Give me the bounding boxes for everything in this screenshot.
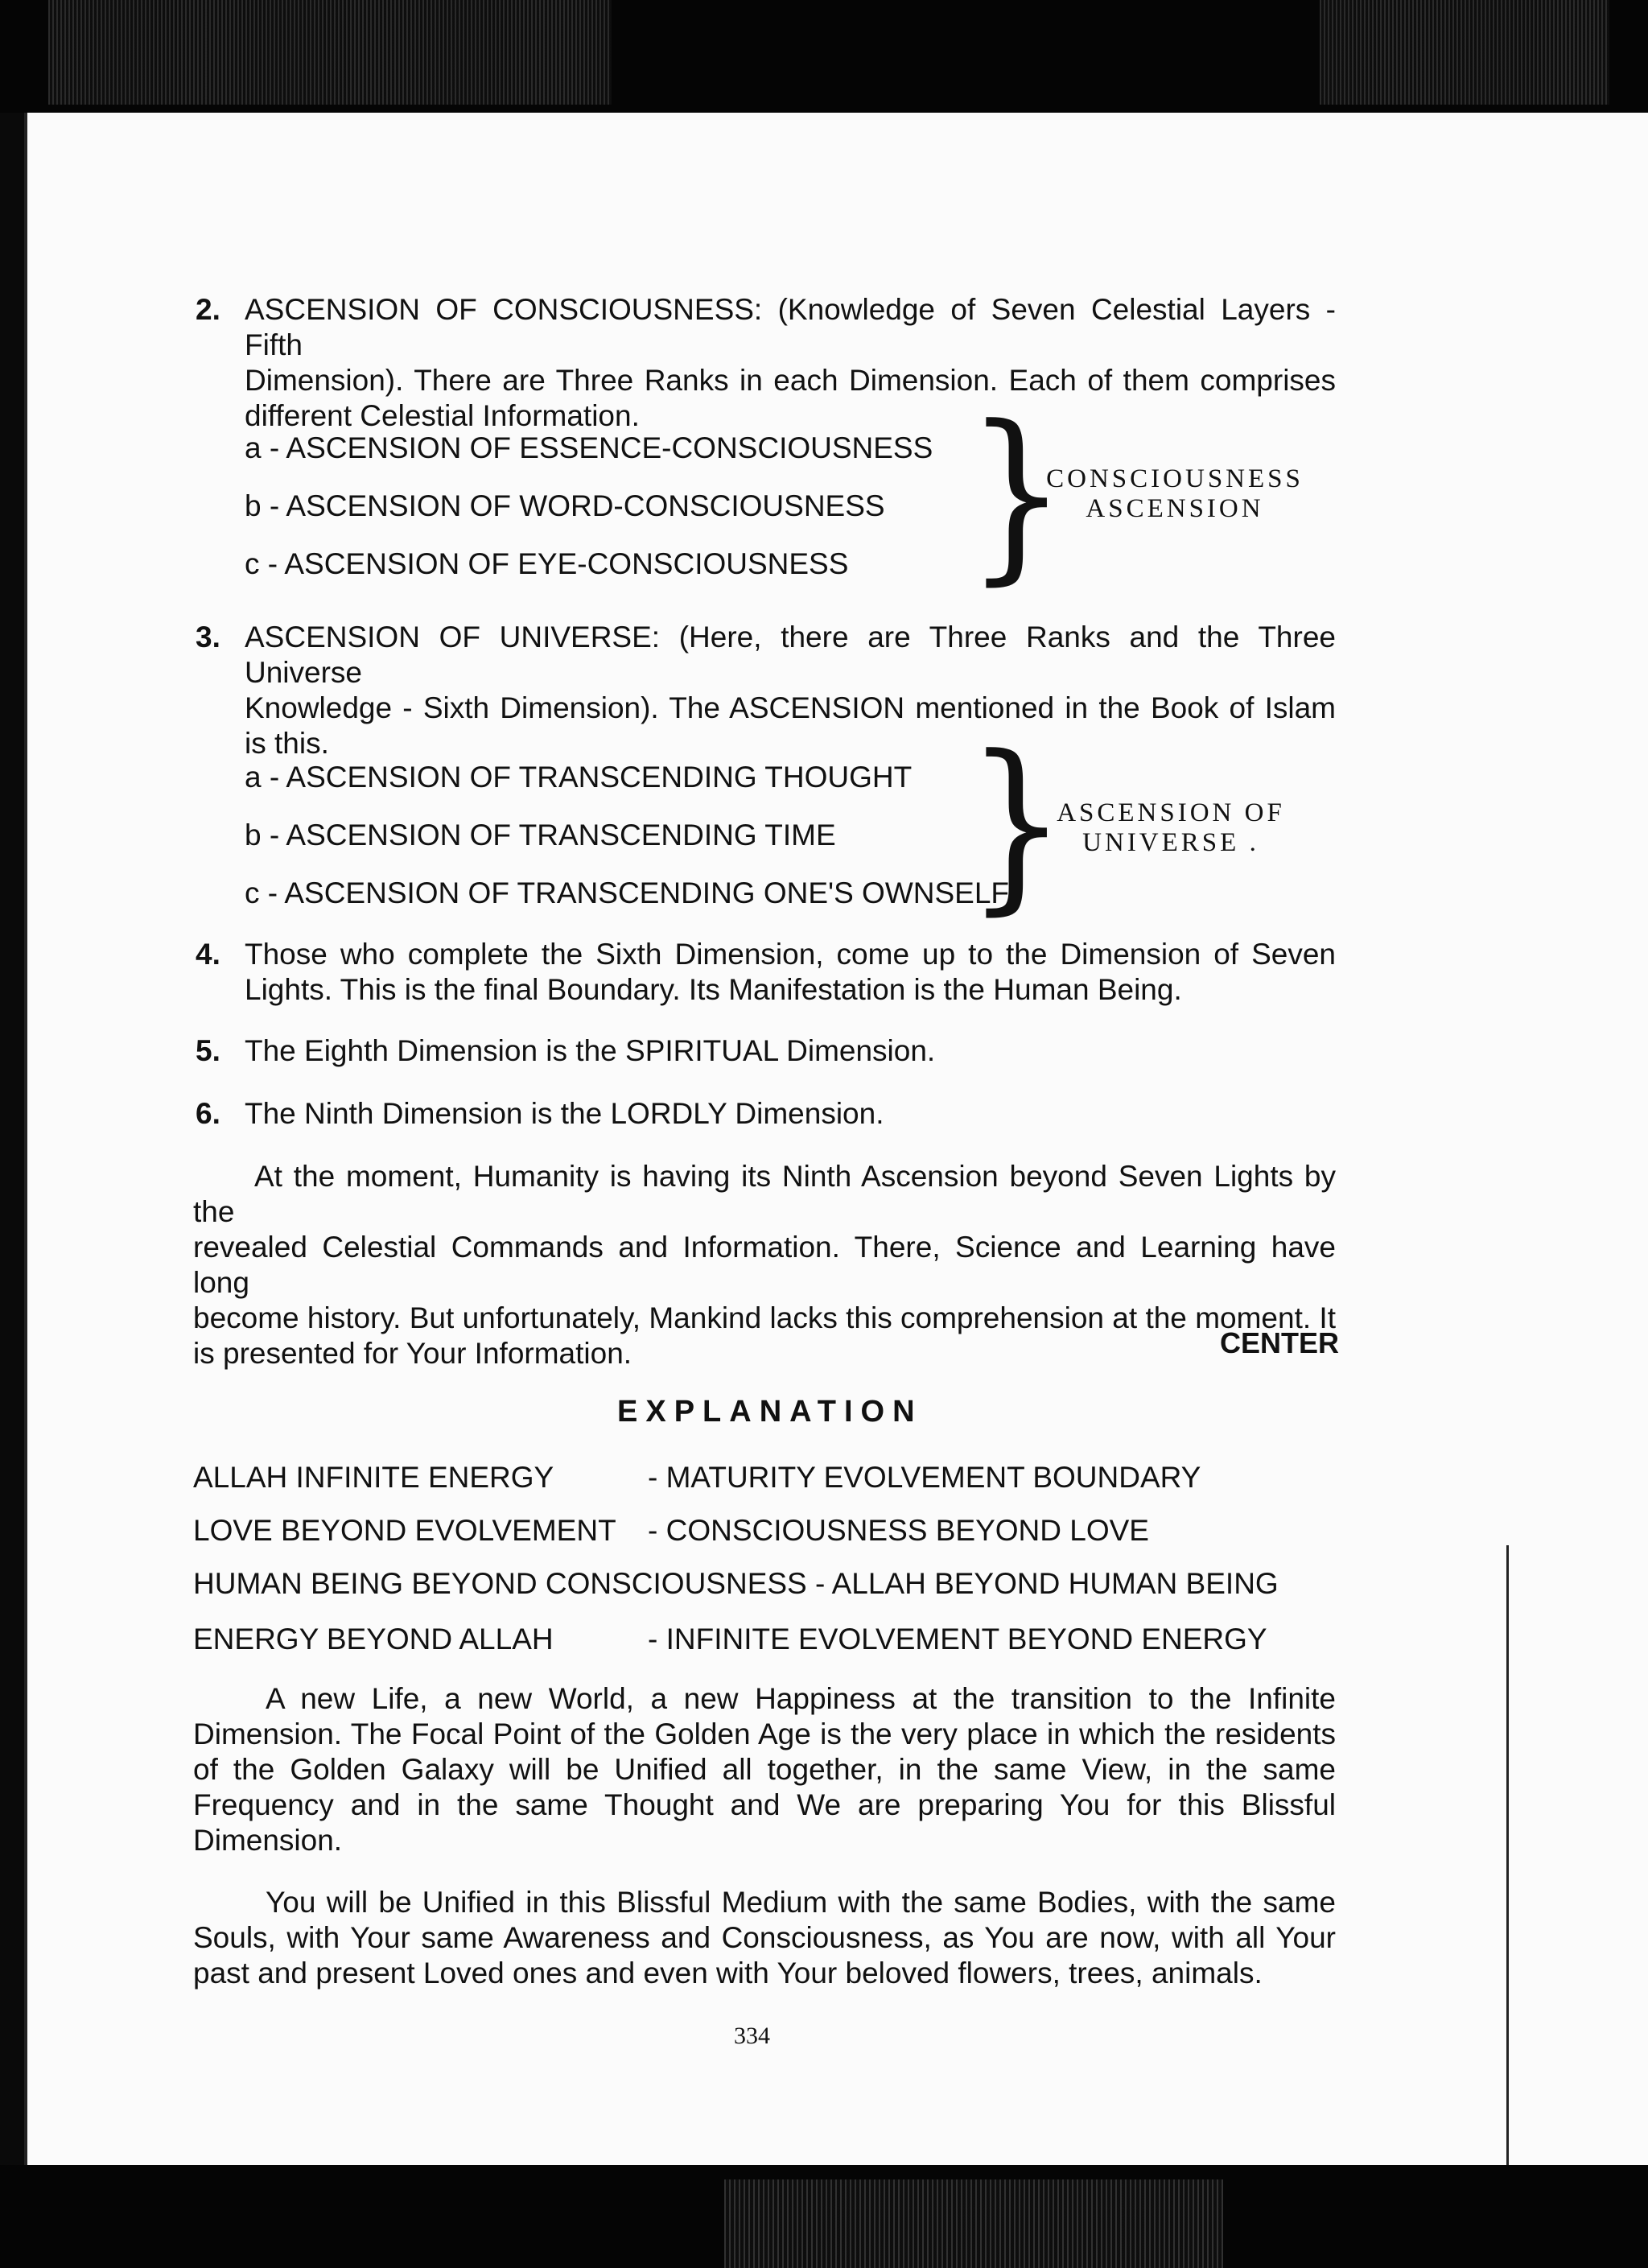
item-2-line: ASCENSION OF CONSCIOUSNESS: (Knowledge of Seven Celestial Layers - Fifth [245, 293, 1336, 361]
item-2-subitem-c: c - ASCENSION OF EYE-CONSCIOUSNESS [245, 547, 849, 580]
explanation-right-2: - CONSCIOUSNESS BEYOND LOVE [648, 1514, 1149, 1547]
paragraph-line: of the Golden Galaxy will be Unified all together, in the same View, in the same [193, 1753, 1336, 1786]
explanation-full-3: HUMAN BEING BEYOND CONSCIOUSNESS - ALLAH BEYOND HUMAN BEING [193, 1567, 1279, 1600]
explanation-left-1: ALLAH INFINITE ENERGY [193, 1461, 554, 1494]
item-3-text [245, 620, 1336, 761]
item-3-line: ASCENSION OF UNIVERSE: (Here, there are Three Ranks and the Three Universe [245, 621, 1336, 689]
item-3-number: 3. [196, 621, 220, 654]
paragraph-line: Souls, with Your same Awareness and Consciousness, as You are now, with all Your [193, 1921, 1336, 1954]
paragraph-line: revealed Celestial Commands and Information. There, Science and Learning have long [193, 1231, 1336, 1299]
brace-label-ascension-of-universe [1034, 798, 1308, 858]
item-3-line: is this. [245, 727, 329, 760]
item-5-text: The Eighth Dimension is the SPIRITUAL Dimension. [245, 1034, 936, 1067]
paragraph-humanity-ascension [193, 1159, 1336, 1371]
item-2-number: 2. [196, 293, 220, 326]
item-2-line: different Celestial Information. [245, 399, 640, 432]
item-2-line: Dimension). There are Three Ranks in each Dimension. Each of them comprises [245, 364, 1336, 397]
paragraph-line: Dimension. The Focal Point of the Golden Age is the very place in which the residents [193, 1717, 1336, 1750]
item-3-line: Knowledge - Sixth Dimension). The ASCENSION mentioned in the Book of Islam [245, 691, 1336, 724]
item-2-subitem-b: b - ASCENSION OF WORD-CONSCIOUSNESS [245, 489, 885, 522]
item-2-text [245, 292, 1336, 434]
paragraph-line: A new Life, a new World, a new Happiness at the transition to the Infinite [266, 1682, 1336, 1715]
item-3-subitem-a: a - ASCENSION OF TRANSCENDING THOUGHT [245, 761, 913, 794]
right-brace-icon: } [966, 717, 1067, 932]
signature-center: CENTER [1220, 1326, 1340, 1359]
brace-label-consciousness-ascension [1038, 464, 1312, 524]
scan-streak [48, 0, 612, 105]
item-4-number: 4. [196, 938, 220, 971]
paragraph-line: Frequency and in the same Thought and We are preparing You for this Blissful [193, 1788, 1336, 1821]
item-4-line: Those who complete the Sixth Dimension, come up to the Dimension of Seven [245, 938, 1336, 971]
scan-streak [1320, 0, 1609, 105]
paragraph-line: You will be Unified in this Blissful Medium with the same Bodies, with the same [266, 1886, 1336, 1919]
paragraph-unified [193, 1885, 1336, 1991]
item-6-text: The Ninth Dimension is the LORDLY Dimension. [245, 1097, 884, 1130]
explanation-left-2: LOVE BEYOND EVOLVEMENT [193, 1514, 616, 1547]
item-6-number: 6. [196, 1097, 220, 1130]
paragraph-line: become history. But unfortunately, Mankind lacks this comprehension at the moment. It [193, 1301, 1336, 1334]
brace-label-line: UNIVERSE . [1082, 828, 1259, 857]
page-number: 334 [734, 2023, 770, 2049]
explanation-heading: EXPLANATION [617, 1395, 923, 1429]
brace-label-line: ASCENSION OF [1057, 798, 1285, 827]
page-edge-rule [1506, 1545, 1509, 2165]
explanation-right-1: - MATURITY EVOLVEMENT BOUNDARY [648, 1461, 1201, 1494]
item-3-subitem-c: c - ASCENSION OF TRANSCENDING ONE'S OWNSELF [245, 876, 1010, 909]
right-brace-icon: } [966, 387, 1067, 602]
explanation-left-4: ENERGY BEYOND ALLAH [193, 1623, 554, 1656]
item-2-subitem-a: a - ASCENSION OF ESSENCE-CONSCIOUSNESS [245, 431, 933, 464]
item-4-line: Lights. This is the final Boundary. Its Manifestation is the Human Being. [245, 973, 1182, 1006]
paragraph-line: Dimension. [193, 1824, 343, 1857]
scan-streak [724, 2179, 1223, 2268]
paragraph-line: At the moment, Humanity is having its Ninth Ascension beyond Seven Lights by the [193, 1160, 1336, 1228]
brace-label-line: ASCENSION [1086, 494, 1264, 523]
paragraph-line: past and present Loved ones and even with Your beloved flowers, trees, animals. [193, 1957, 1263, 1990]
paragraph-new-life [193, 1681, 1336, 1858]
paragraph-line: is presented for Your Information. [193, 1337, 632, 1370]
scan-bottom-border [0, 2165, 1648, 2268]
item-3-subitem-b: b - ASCENSION OF TRANSCENDING TIME [245, 819, 836, 852]
item-5-number: 5. [196, 1034, 220, 1067]
explanation-right-4: - INFINITE EVOLVEMENT BEYOND ENERGY [648, 1623, 1267, 1656]
brace-label-line: CONSCIOUSNESS [1046, 464, 1304, 493]
item-4-text [245, 937, 1336, 1008]
scan-top-border [0, 0, 1648, 113]
